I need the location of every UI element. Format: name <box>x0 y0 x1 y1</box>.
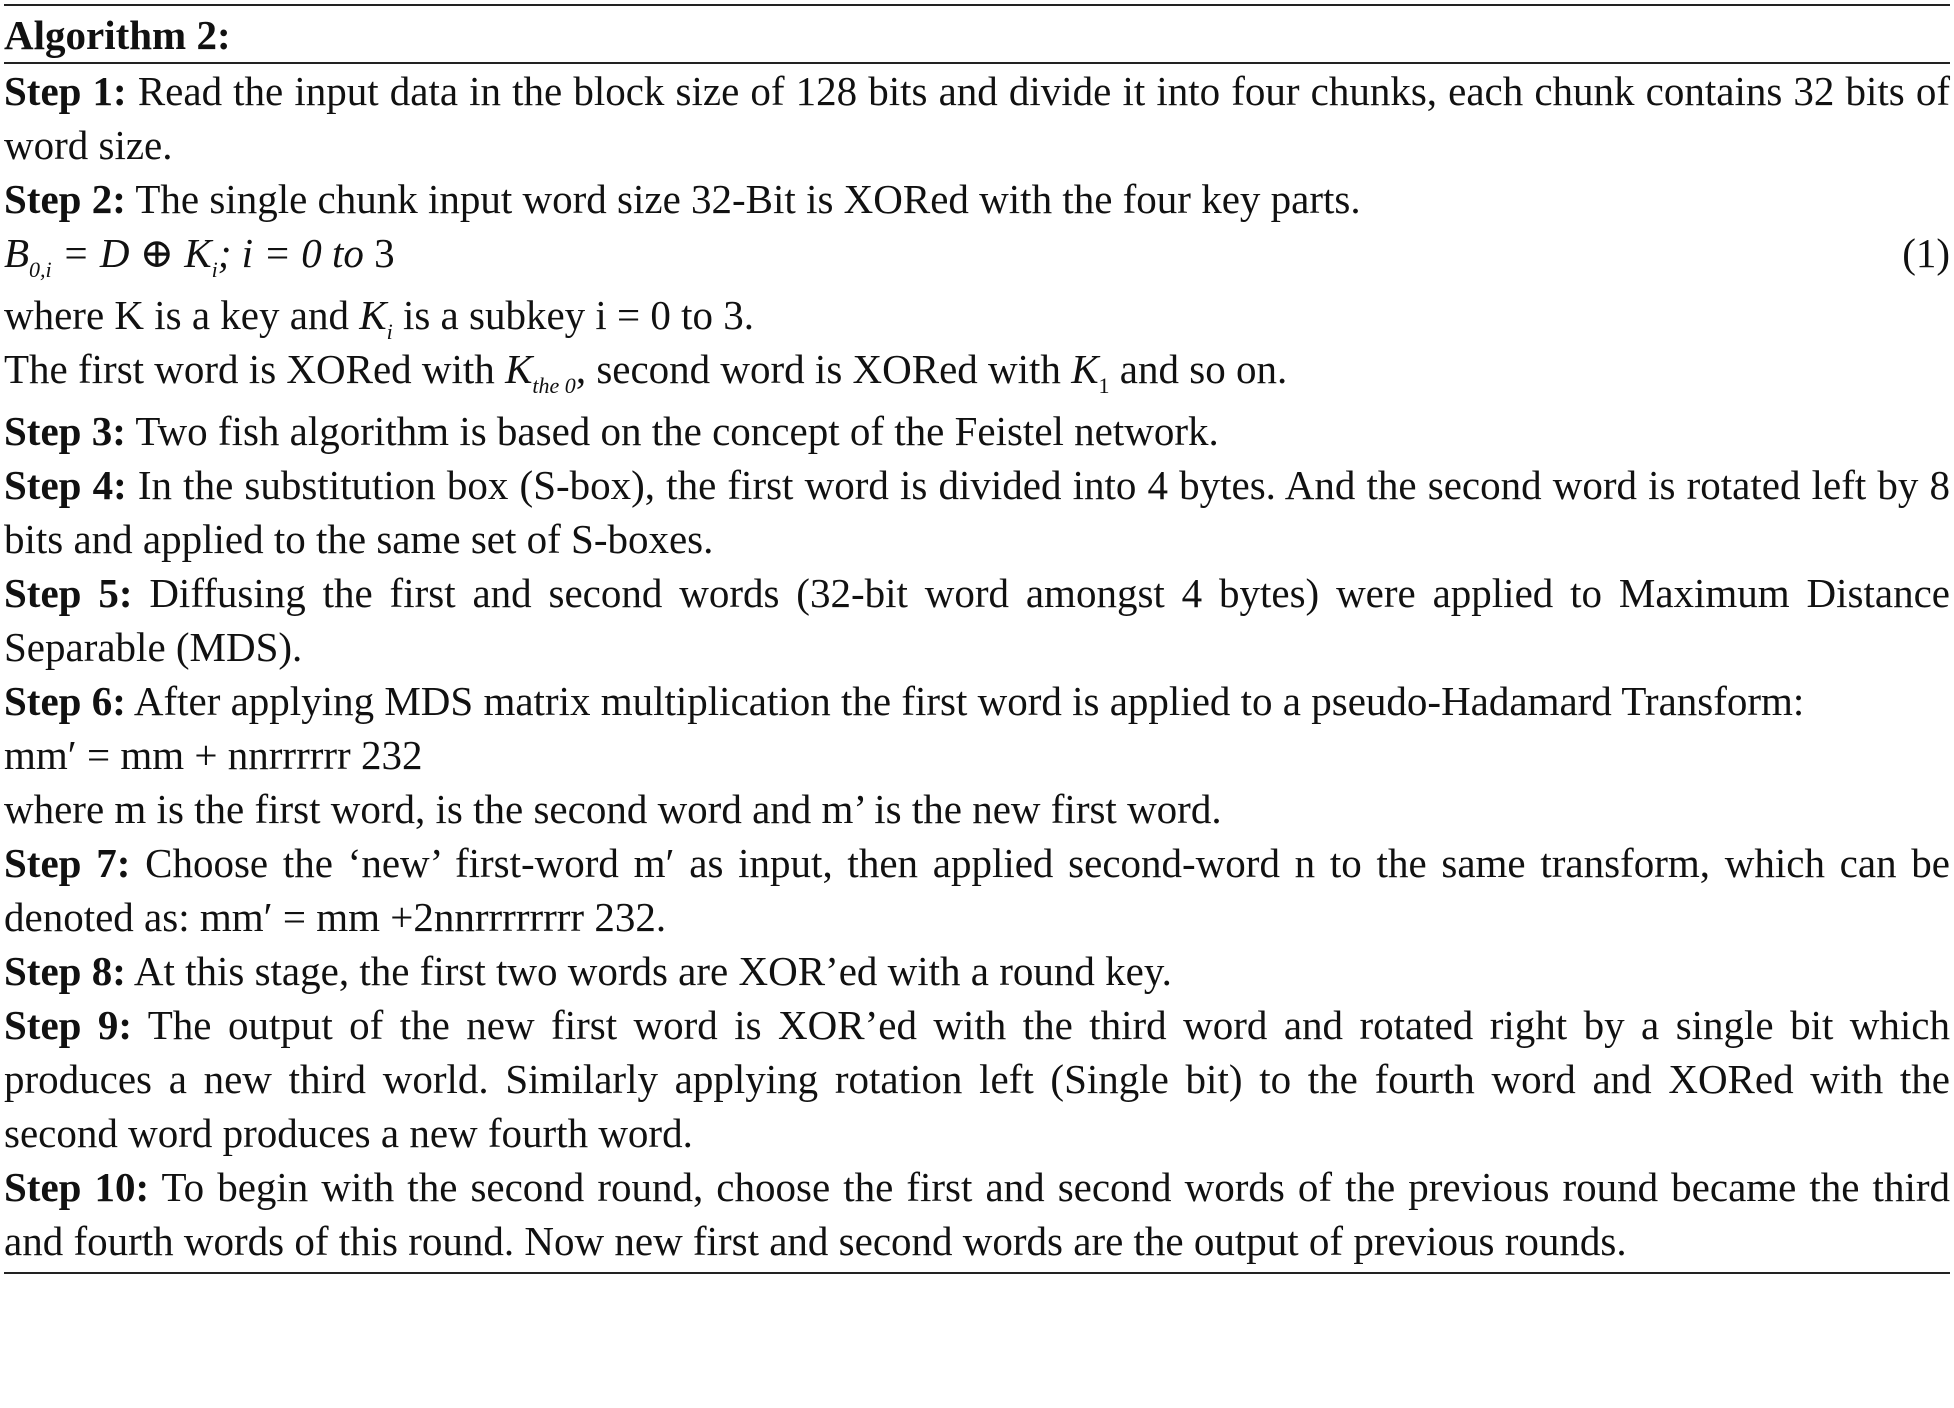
step-1-label: Step 1: <box>4 68 127 114</box>
step-9-text: The output of the new first word is XOR’ed with the third word and rotated right by a single bit which produces a new third world. Similarly applying rotation left (Single bit) to the fourth word and XORed with the second word produces a new fourth word. <box>4 1002 1950 1156</box>
step-9 <box>4 998 1950 1160</box>
step-3-label: Step 3: <box>4 408 126 454</box>
first-word-line: The first word is XORed with $K_{the 0}$, second word is XORed with $K_1$ and so on. <box>4 346 1288 398</box>
step-4-text: In the substitution box (S-box), the first word is divided into 4 bytes. And the second word is rotated left by 8 bits and applied to the same set of S-boxes. <box>4 462 1951 562</box>
step-2 <box>4 172 1950 226</box>
step-10-text: To begin with the second round, choose the first and second words of the previous round became the third and fourth words of this round. Now new first and second words are the output of previous rounds. <box>4 1164 1950 1264</box>
step-2-text: The single chunk input word size 32-Bit is XORed with the four key parts. <box>125 176 1361 222</box>
step-3-text: Two fish algorithm is based on the concept of the Feistel network. <box>125 408 1219 454</box>
equation-1-number: (1) <box>1902 230 1950 276</box>
step-1 <box>4 64 1950 172</box>
algorithm-box <box>4 4 1950 1274</box>
step-8-label: Step 8: <box>4 948 126 994</box>
step-7-text: Choose the ‘new’ first-word m′ as input, then applied second-word n to the same transform, which can be denoted as: mm′ = mm +2nnrrrrrrrr 232. <box>4 840 1951 940</box>
step-3 <box>4 404 1950 458</box>
where-k-line: where K is a key and $K_i$ is a subkey i = 0 to 3. <box>4 292 755 344</box>
step-10-label: Step 10: <box>4 1164 150 1210</box>
step-2-label: Step 2: <box>4 176 126 222</box>
step-1-text: Read the input data in the block size of 128 bits and divide it into four chunks, each chunk contains 32 bits of word size. <box>4 68 1950 168</box>
equation-1-body: $B_{0,i} = D$ ⊕ $K_i$; i = 0 to 3 <box>4 230 395 282</box>
equation-2: mm′ = mm + nnrrrrrr 232 <box>4 732 423 778</box>
bottom-rule <box>4 1272 1950 1274</box>
step-7 <box>4 836 1950 944</box>
step-7-label: Step 7: <box>4 840 131 886</box>
step-5 <box>4 566 1950 674</box>
step-5-text: Diffusing the first and second words (32-bit word amongst 4 bytes) were applied to Maximum Distance Separable (MDS). <box>4 570 1950 670</box>
step-4 <box>4 458 1950 566</box>
step-5-label: Step 5: <box>4 570 133 616</box>
equation-1 <box>4 226 1950 280</box>
where-m-line: where m is the first word, is the second word and m’ is the new first word. <box>4 786 1222 832</box>
step-6-label: Step 6: <box>4 678 126 724</box>
algorithm-title: Algorithm 2: <box>4 12 231 58</box>
step-8-text: At this stage, the first two words are XOR’ed with a round key. <box>125 948 1172 994</box>
step-8 <box>4 944 1950 998</box>
step-9-label: Step 9: <box>4 1002 133 1048</box>
step-6 <box>4 674 1950 728</box>
step-6-text: After applying MDS matrix multiplication the first word is applied to a pseudo-Hadamard Transform: <box>125 678 1805 724</box>
step-4-label: Step 4: <box>4 462 127 508</box>
step-10 <box>4 1160 1950 1268</box>
